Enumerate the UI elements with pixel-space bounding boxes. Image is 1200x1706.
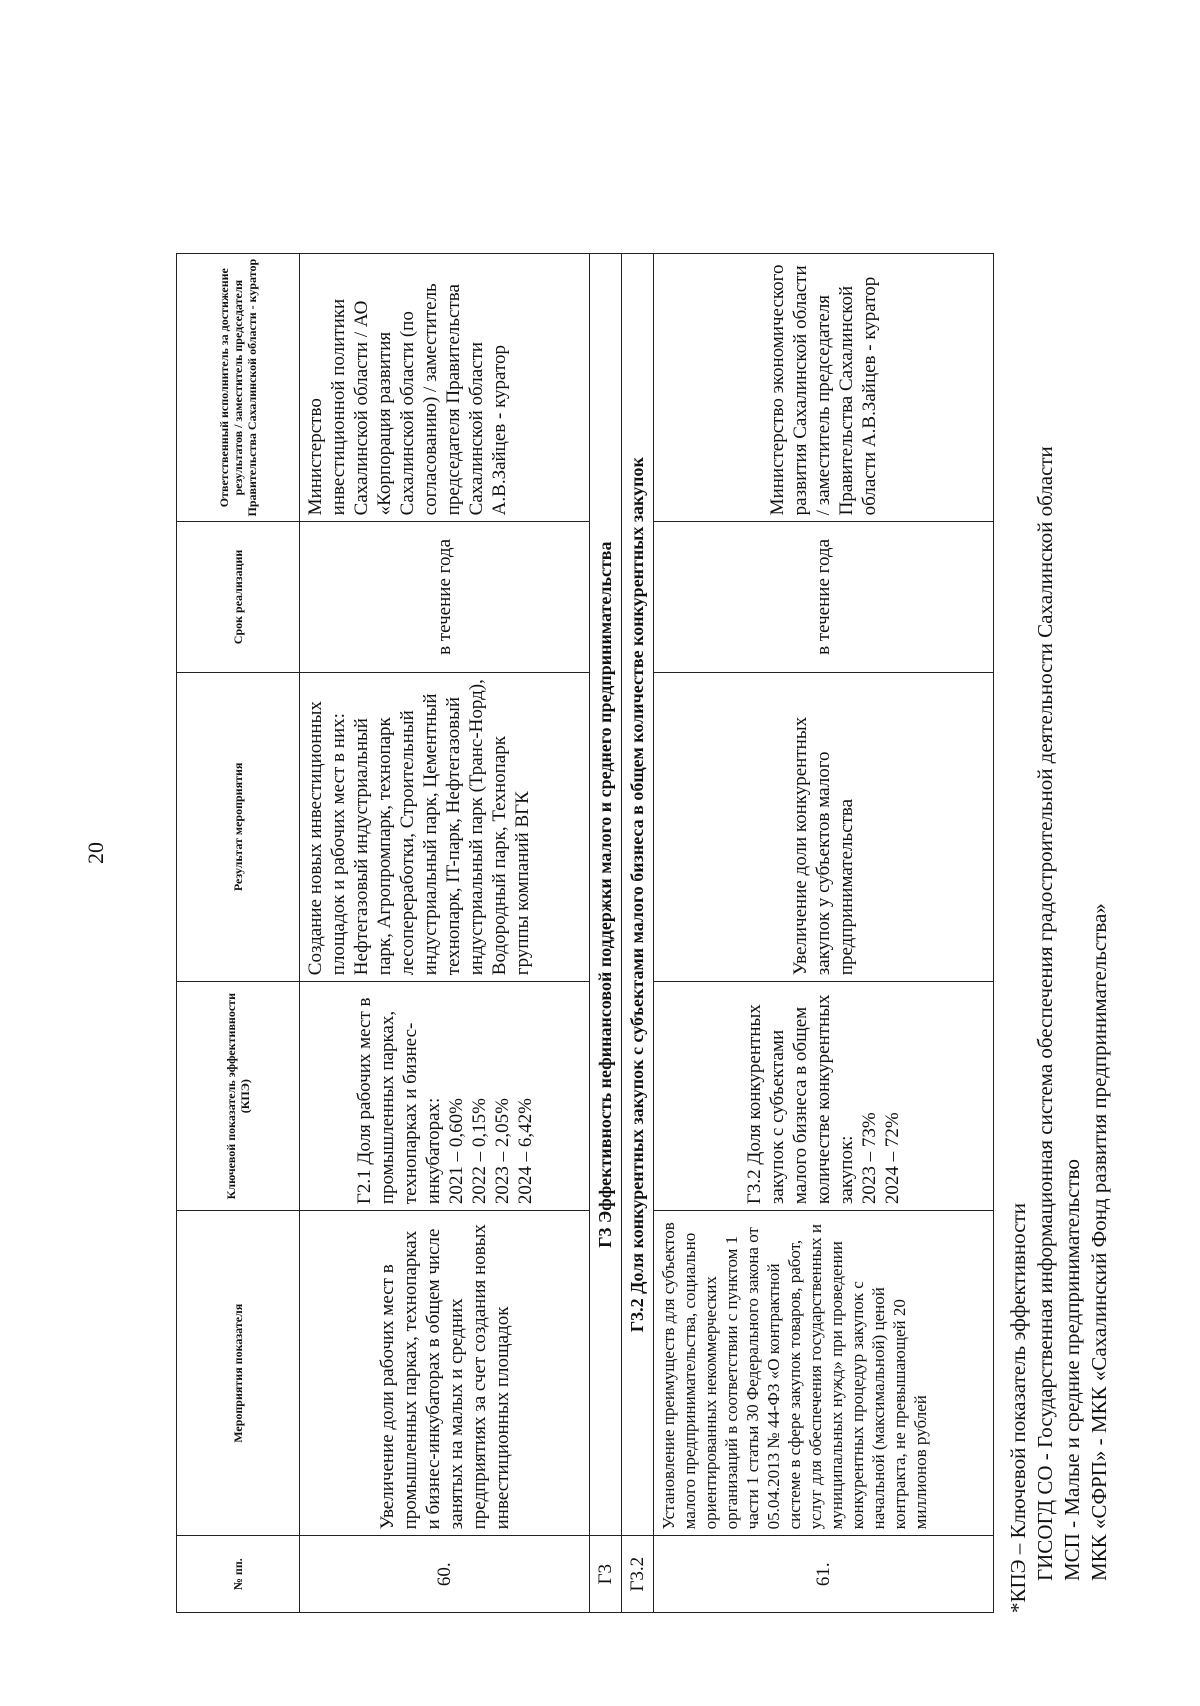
header-result: Результат мероприятия: [177, 672, 300, 982]
table-header-row: [177, 254, 300, 1613]
measure-cell: Увеличение доли рабочих мест в промышленных парках, технопарках и бизнес-инкубаторах в общем числе занятых на малых и средних предприятиях за счет создания новых инвестиционных площадок: [300, 1211, 590, 1536]
section-title: Г3 Эффективность нефинансовой поддержки малого и среднего предпринимательства: [590, 254, 622, 1536]
footnotes: [1005, 446, 1113, 1613]
row-number: 60.: [300, 1536, 590, 1613]
kpi-title: Г2.1 Доля рабочих мест в промышленных парках, технопарках и бизнес-инкубаторах:: [353, 997, 444, 1205]
kpi-value-2023: 2023 – 2,05%: [491, 1098, 513, 1205]
kpi-value-2024: 2024 – 6,42%: [514, 1098, 536, 1205]
section-number: Г3: [590, 1536, 622, 1613]
kpi-value-2024: 2024 – 72%: [882, 1112, 903, 1205]
kpi-value-2022: 2022 – 0,15%: [468, 1098, 490, 1205]
note-mkk: МКК «СФРП» - МКК «Сахалинский Фонд развития предпринимательства»: [1087, 903, 1111, 1581]
term-cell: в течение года: [300, 522, 590, 672]
note-msp: МСП - Малые и средние предпринимательство: [1060, 1159, 1084, 1581]
note-kpe: *КПЭ – Ключевой показатель эффективности: [1006, 1203, 1030, 1613]
header-kpi: Ключевой показатель эффективности (КПЭ): [177, 982, 300, 1211]
section-row-g32: [622, 254, 654, 1613]
row-number: 61.: [654, 1536, 994, 1613]
result-cell: Увеличение доли конкурентных закупок у субъектов малого предпринимательства: [654, 672, 994, 982]
kpi-value-2023: 2023 – 73%: [859, 1112, 880, 1205]
responsible-cell: Министерство инвестиционной политики Сахалинской области / АО «Корпорация развития Сахалинской области (по согласованию) / заместитель председателя Правительства Сахалинской области А.В.Зайцев - куратор: [300, 254, 590, 522]
header-measures: Мероприятия показателя: [177, 1211, 300, 1536]
measure-cell: Установление преимуществ для субъектов малого предпринимательства, социально ориентированных некоммерческих организаций в соответствии с пунктом 1 части 1 статьи 30 Федерального закона от 05.04.2013 № 44-ФЗ «О контрактной системе в сфере закупок товаров, работ, услуг для обеспечения государственных и муниципальных нужд» при проведении конкурентных процедур закупок с начальной (максимальной) ценой контракта, не превышающей 20 миллионов рублей: [654, 1211, 994, 1536]
section-number: Г3.2: [622, 1536, 654, 1613]
term-cell: в течение года: [654, 522, 994, 672]
note-gisogd: ГИСОГД СО - Государственная информационная система обеспечения градостроительной деятельности Сахалинской области: [1033, 446, 1057, 1581]
table-row: [300, 254, 590, 1613]
header-num: № пп.: [177, 1536, 300, 1613]
section-title: Г3.2 Доля конкурентных закупок с субъектами малого бизнеса в общем количестве конкурентных закупок: [622, 254, 654, 1536]
responsible-cell: Министерство экономического развития Сахалинской области / заместитель председателя Правительства Сахалинской области А.В.Зайцев - куратор: [654, 254, 994, 522]
kpi-cell: [654, 982, 994, 1211]
kpi-cell: [300, 982, 590, 1211]
result-cell: Создание новых инвестиционных площадок и рабочих мест в них: Нефтегазовый индустриальный парк, Агропромпарк, технопарк лесопереработки, Строительный индустриальный парк, Цементный технопарк, IT-парк, Нефтегазовый индустриальный парк (Транс-Норд), Водородный парк, Технопарк группы компаний ВГК: [300, 672, 590, 982]
table-row: [654, 254, 994, 1613]
measures-table: [176, 253, 994, 1613]
kpi-title: Г3.2 Доля конкурентных закупок с субъектами малого бизнеса в общем количестве конкурентных закупок:: [744, 994, 857, 1205]
header-responsible: Ответственный исполнитель за достижение результатов / заместитель председателя Правительства Сахалинской области - куратор: [177, 254, 300, 522]
kpi-value-2021: 2021 – 0,60%: [445, 1098, 467, 1205]
section-row-g3: [590, 254, 622, 1613]
header-term: Срок реализации: [177, 522, 300, 672]
page-number: 20: [83, 842, 108, 864]
